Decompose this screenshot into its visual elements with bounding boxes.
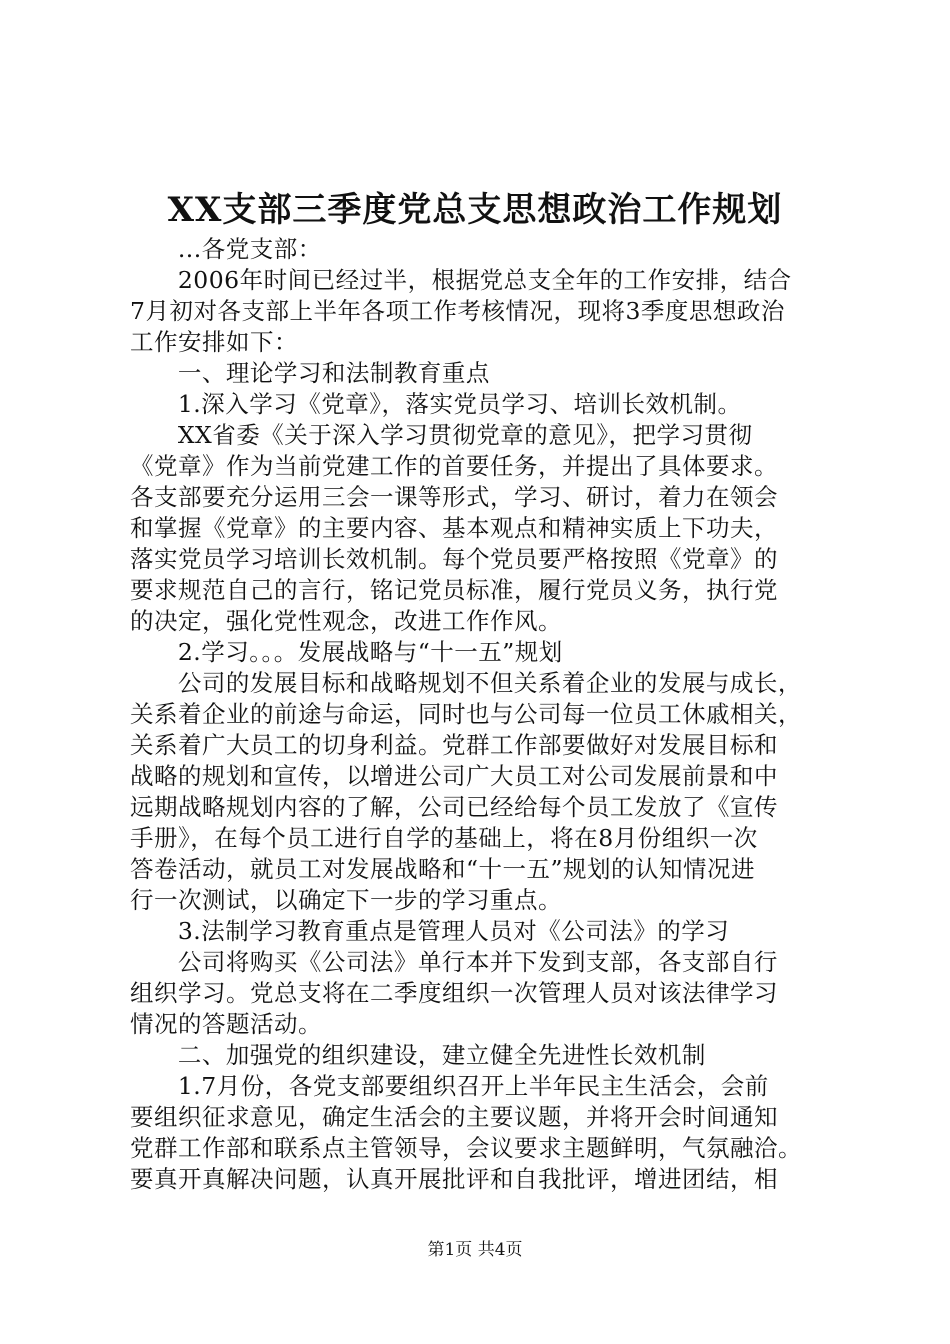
document-body (130, 234, 835, 1195)
page-number-footer: 第1页 共4页 (427, 1240, 523, 1260)
body-line: 答卷活动，就员工对发展战略和“十一五”规划的认知情况进 (130, 855, 756, 883)
body-line: 党群工作部和联系点主管领导，会议要求主题鲜明，气氛融洽。 (130, 1134, 802, 1162)
body-line: 要组织征求意见，确定生活会的主要议题，并将开会时间通知 (130, 1103, 778, 1131)
body-line: 落实党员学习培训长效机制。每个党员要严格按照《党章》的 (130, 545, 778, 573)
body-line: 关系着广大员工的切身利益。党群工作部要做好对发展目标和 (130, 731, 778, 759)
body-line: 远期战略规划内容的了解，公司已经给每个员工发放了《宣传 (130, 793, 778, 821)
subsection-heading: 1.深入学习《党章》，落实党员学习、培训长效机制。 (130, 390, 742, 418)
body-line: 要真开真解决问题，认真开展批评和自我批评，增进团结，相 (130, 1165, 778, 1193)
body-line: 公司将购买《公司法》单行本并下发到支部，各支部自行 (130, 948, 778, 976)
body-line: 组织学习。党总支将在二季度组织一次管理人员对该法律学习 (130, 979, 778, 1007)
subsection-heading: 2.学习。。。发展战略与“十一五”规划 (130, 638, 563, 666)
body-line: 各支部要充分运用三会一课等形式，学习、研讨，着力在领会 (130, 483, 778, 511)
body-line: 手册》，在每个员工进行自学的基础上，将在8月份组织一次 (130, 824, 758, 852)
body-line: XX省委《关于深入学习贯彻党章的意见》，把学习贯彻 (130, 421, 753, 449)
body-line: 7月初对各支部上半年各项工作考核情况，现将3季度思想政治 (130, 297, 785, 325)
body-line: 和掌握《党章》的主要内容、基本观点和精神实质上下功夫， (130, 514, 778, 542)
body-line: 2006年时间已经过半，根据党总支全年的工作安排，结合 (130, 266, 792, 294)
body-line: 要求规范自己的言行，铭记党员标准，履行党员义务，执行党 (130, 576, 778, 604)
section-heading: 一、理论学习和法制教育重点 (130, 359, 490, 387)
body-line: 行一次测试，以确定下一步的学习重点。 (130, 886, 562, 914)
body-line: 情况的答题活动。 (130, 1010, 322, 1038)
body-line: 公司的发展目标和战略规划不但关系着企业的发展与成长， (130, 669, 802, 697)
body-line: 1.7月份，各党支部要组织召开上半年民主生活会，会前 (130, 1072, 769, 1100)
body-line: 关系着企业的前途与命运，同时也与公司每一位员工休戚相关， (130, 700, 802, 728)
body-line: 工作安排如下： (130, 328, 298, 356)
subsection-heading: 3.法制学习教育重点是管理人员对《公司法》的学习 (130, 917, 730, 945)
document-title: XX支部三季度党总支思想政治工作规划 (167, 190, 783, 230)
body-line: 《党章》作为当前党建工作的首要任务，并提出了具体要求。 (130, 452, 778, 480)
body-line: ...各党支部： (130, 235, 322, 263)
section-heading: 二、加强党的组织建设，建立健全先进性长效机制 (130, 1041, 706, 1069)
body-line: 的决定，强化党性观念，改进工作作风。 (130, 607, 562, 635)
body-line: 战略的规划和宣传，以增进公司广大员工对公司发展前景和中 (130, 762, 778, 790)
